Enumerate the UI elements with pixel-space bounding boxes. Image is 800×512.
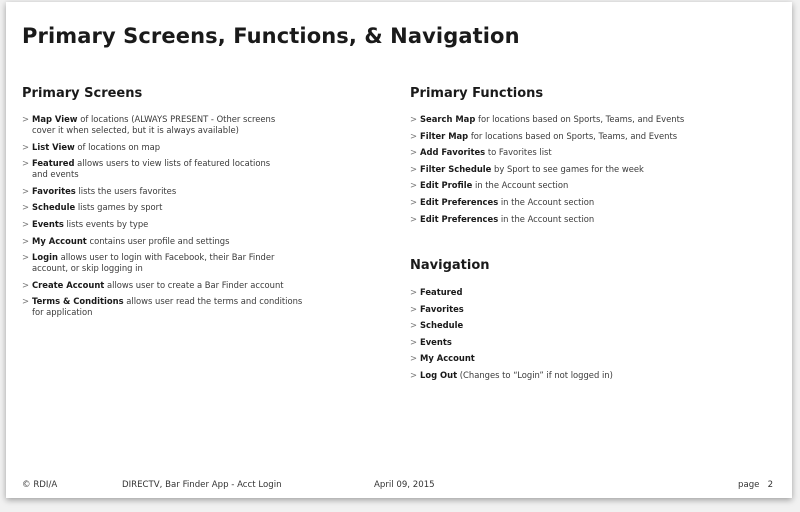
nav-item-name: Schedule <box>420 320 464 331</box>
chevron-right-icon: > <box>22 114 30 124</box>
function-item-desc: in the Account section <box>500 213 595 224</box>
chevron-right-icon: > <box>410 163 418 174</box>
nav-item-name: Featured <box>420 287 463 297</box>
function-item <box>410 214 750 225</box>
nav-item-name: Log Out <box>420 369 458 380</box>
footer-copyright: © RDI/A <box>22 480 58 490</box>
footer-project: DIRECTV, Bar Finder App - Acct Login <box>122 480 282 490</box>
chevron-right-icon: > <box>22 185 30 196</box>
screen-item-desc-continued: and events <box>32 169 79 180</box>
screen-item <box>22 236 322 247</box>
nav-item <box>410 287 750 298</box>
primary-screens-list <box>22 114 322 324</box>
navigation-heading: Navigation <box>410 258 490 273</box>
function-item-desc: for locations based on Sports, Teams, and Events <box>470 130 678 141</box>
screen-item <box>22 142 322 153</box>
screen-item-desc: allows user to create a Bar Finder account <box>106 279 284 290</box>
chevron-right-icon: > <box>22 296 30 307</box>
screen-item-name: Events <box>32 218 64 229</box>
function-item-name: Edit Preferences <box>420 213 499 224</box>
function-item-name: Edit Profile <box>420 180 473 191</box>
screen-item-desc-continued: cover it when selected, but it is always available) <box>32 125 239 135</box>
chevron-right-icon: > <box>410 213 418 224</box>
function-item-desc: in the Account section <box>500 196 595 207</box>
chevron-right-icon: > <box>410 303 418 314</box>
function-item-name: Filter Map <box>420 130 469 141</box>
screen-item-name: List View <box>32 141 75 152</box>
screen-item-name: Favorites <box>32 185 76 196</box>
chevron-right-icon: > <box>22 202 30 213</box>
chevron-right-icon: > <box>22 235 30 246</box>
chevron-right-icon: > <box>22 141 30 152</box>
screen-item <box>22 252 322 274</box>
chevron-right-icon: > <box>410 180 418 191</box>
screen-item-name: Map View <box>32 114 78 124</box>
chevron-right-icon: > <box>410 130 418 141</box>
screen-item-desc-continued: account, or skip logging in <box>32 263 143 274</box>
slide-page <box>6 2 792 498</box>
screen-item-desc: allows user read the terms and conditions <box>126 296 303 307</box>
nav-item <box>410 320 750 331</box>
primary-functions-list <box>410 114 750 230</box>
function-item <box>410 180 750 191</box>
function-item <box>410 131 750 142</box>
nav-item <box>410 337 750 348</box>
chevron-right-icon: > <box>410 320 418 331</box>
screen-item <box>22 186 322 197</box>
screen-item <box>22 114 322 136</box>
screen-item-name: Featured <box>32 158 75 169</box>
screen-item-desc: of locations on map <box>77 141 161 152</box>
footer-date: April 09, 2015 <box>374 480 435 490</box>
footer-page-label: page <box>738 480 760 490</box>
primary-functions-heading: Primary Functions <box>410 86 544 101</box>
screen-item-name: Terms & Conditions <box>32 296 124 307</box>
screen-item-desc: lists events by type <box>66 218 149 229</box>
nav-item-desc: (Changes to “Login” if not logged in) <box>459 369 613 380</box>
screen-item <box>22 202 322 213</box>
function-item-name: Filter Schedule <box>420 163 492 174</box>
chevron-right-icon: > <box>410 287 418 297</box>
chevron-right-icon: > <box>22 252 30 263</box>
screen-item <box>22 158 322 180</box>
screen-item-desc: lists games by sport <box>77 202 163 213</box>
screen-item-desc: allows users to view lists of featured locations <box>77 158 271 169</box>
function-item-name: Search Map <box>420 114 476 124</box>
function-item-name: Add Favorites <box>420 147 486 158</box>
function-item <box>410 114 750 125</box>
primary-screens-heading: Primary Screens <box>22 86 143 101</box>
chevron-right-icon: > <box>22 158 30 169</box>
chevron-right-icon: > <box>410 114 418 124</box>
function-item-desc: by Sport to see games for the week <box>494 163 644 174</box>
nav-item <box>410 353 750 364</box>
function-item-desc: in the Account section <box>474 180 569 191</box>
nav-item <box>410 370 750 381</box>
function-item-desc: for locations based on Sports, Teams, and Events <box>478 114 685 124</box>
chevron-right-icon: > <box>22 279 30 290</box>
screen-item-name: Login <box>32 252 58 263</box>
page-title: Primary Screens, Functions, & Navigation <box>22 24 520 48</box>
screen-item <box>22 296 322 318</box>
screen-item <box>22 219 322 230</box>
chevron-right-icon: > <box>22 218 30 229</box>
screen-item-desc-continued: for application <box>32 307 93 318</box>
chevron-right-icon: > <box>410 369 418 380</box>
screen-item-desc: of locations (ALWAYS PRESENT - Other screens <box>80 114 276 124</box>
function-item <box>410 164 750 175</box>
function-item <box>410 197 750 208</box>
nav-item-name: Favorites <box>420 303 464 314</box>
chevron-right-icon: > <box>410 196 418 207</box>
navigation-list <box>410 287 750 387</box>
screen-item-desc: contains user profile and settings <box>89 235 230 246</box>
screen-item-name: My Account <box>32 235 87 246</box>
function-item <box>410 147 750 158</box>
screen-item-name: Schedule <box>32 202 76 213</box>
footer-page <box>738 480 773 490</box>
screen-item-desc: lists the users favorites <box>78 185 177 196</box>
nav-item-name: My Account <box>420 353 475 364</box>
screen-item <box>22 280 322 291</box>
nav-item <box>410 304 750 315</box>
chevron-right-icon: > <box>410 353 418 364</box>
function-item-name: Edit Preferences <box>420 196 499 207</box>
footer-page-number: 2 <box>767 480 774 490</box>
screen-item-name: Create Account <box>32 279 105 290</box>
nav-item-name: Events <box>420 336 452 347</box>
chevron-right-icon: > <box>410 147 418 158</box>
function-item-desc: to Favorites list <box>487 147 552 158</box>
screen-item-desc: allows user to login with Facebook, their Bar Finder <box>60 252 275 263</box>
chevron-right-icon: > <box>410 336 418 347</box>
